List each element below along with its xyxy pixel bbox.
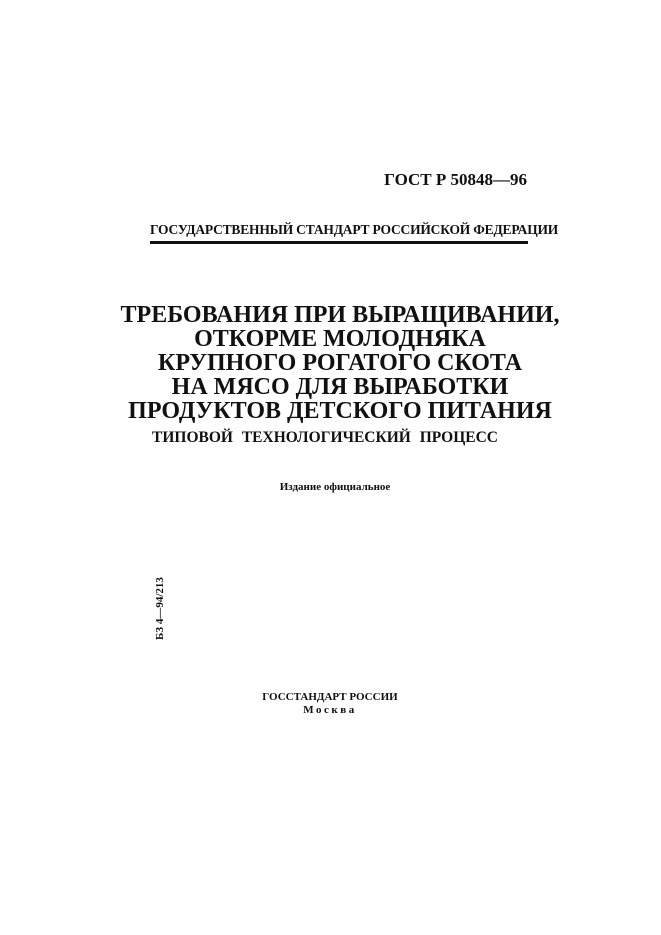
issuer-header: ГОСУДАРСТВЕННЫЙ СТАНДАРТ РОССИЙСКОЙ ФЕДЕРАЦИИ [150,222,559,237]
publisher-block [230,691,430,717]
standard-code: ГОСТ Р 50848—96 [384,170,527,189]
publisher-name: ГОССТАНДАРТ РОССИИ [262,691,398,703]
title-line: ОТКОРМЕ МОЛОДНЯКА [194,326,486,352]
title-line: НА МЯСО ДЛЯ ВЫРАБОТКИ [171,374,509,400]
edition-label: Издание официальное [279,481,391,493]
header-rule [150,241,528,244]
publisher-city: Москва [303,704,357,716]
title-line: ПРОДУКТОВ ДЕТСКОГО ПИТАНИЯ [128,398,552,424]
document-subtitle: ТИПОВОЙ ТЕХНОЛОГИЧЕСКИЙ ПРОЦЕСС [152,429,498,446]
title-line: КРУПНОГО РОГАТОГО СКОТА [157,350,523,376]
title-line: ТРЕБОВАНИЯ ПРИ ВЫРАЩИВАНИИ, [120,302,560,328]
catalog-number: БЗ 4—94/213 [154,577,166,640]
document-title [100,303,580,423]
